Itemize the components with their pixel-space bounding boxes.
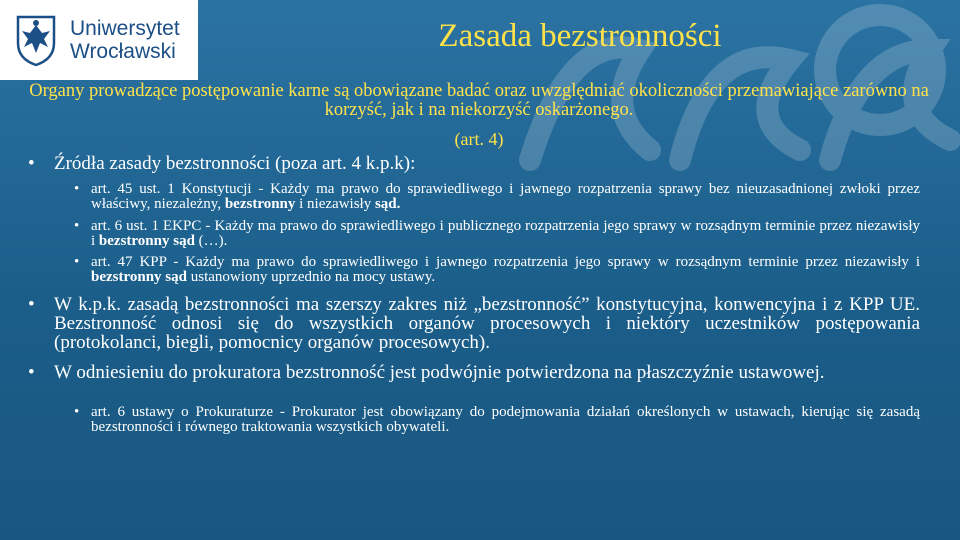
bullet-icon: • [74,404,80,420]
intro-text: Organy prowadzące postępowanie karne są obowiązane badać oraz uwzględniać okoliczności przemawiające zarówno na korzyść, jak i na niekorzyść oskarżonego. [29,81,929,120]
text-part: art. 47 KPP - Każdy ma prawo do sprawiedliwego i jawnego rozpatrzenia jego sprawy w rozsądnym terminie przez niezawisły i [91,254,920,270]
logo-line-1: Uniwersytet [70,17,180,40]
sub-bullet-kpp-text [91,255,920,285]
logo-text [70,17,180,63]
bullet-kpk-scope-text: W k.p.k. zasadą bezstronności ma szerszy zakres niż „bezstronność” konstytucyjna, konwencyjna i z KPP UE. Bezstronność odnosi się do wszystkich organów procesowych i niektóry uczestników postępowania (protokolanci, biegli, pomocnicy organów procesowych). [54,294,920,353]
bullet-icon: • [74,218,80,234]
bullet-sources [28,153,928,175]
bullet-icon: • [74,254,80,270]
sub-bullet-constitution [74,182,920,212]
sub-bullet-ekpc [74,219,920,249]
bullet-kpk-scope [28,295,920,352]
text-part: (…). [194,233,228,249]
sub-bullet-ekpc-text [91,219,920,249]
bullet-icon: • [28,153,35,174]
logo-line-2: Wrocławski [70,40,176,63]
bullet-prosecutor-text: W odniesieniu do prokuratora bezstronność jest podwójnie potwierdzona na płaszczyźnie ustawowej. [54,362,825,383]
text-part: art. 6 ust. 1 EKPC - Każdy ma prawo do sprawiedliwego i publicznego rozpatrzenia jego sprawy w rozsądnym terminie przez niezawisły i [91,218,920,249]
slide-title: Zasada bezstronności [438,18,722,54]
bullet-icon: • [28,362,35,383]
intro-reference: (art. 4) [454,129,504,149]
emphasis-text: bezstronny sąd [91,269,187,285]
bullet-sources-text: Źródła zasady bezstronności (poza art. 4 k.p.k): [54,153,416,174]
eagle-emblem-icon [12,13,60,67]
text-part: art. 45 ust. 1 Konstytucji - Każdy ma prawo do sprawiedliwego i jawnego rozpatrzenia sprawy bez nieuzasadnionej zwłoki przez właściwy, niezależny, [91,181,920,212]
bullet-icon: • [74,181,80,197]
emphasis-text: sąd. [374,196,401,212]
emphasis-text: bezstronny [224,196,296,212]
emphasis-text: bezstronny sąd [98,233,195,249]
bullet-icon: • [28,294,35,315]
sub-bullet-prosecution-act-text: art. 6 ustawy o Prokuraturze - Prokurator jest obowiązany do podejmowania działań określonych w ustawach, kierując się zasadą bezstronności i równego traktowania wszystkich obywateli. [91,404,920,435]
bullet-prosecutor [28,363,920,382]
text-part: i niezawisły [295,196,375,212]
sub-bullet-constitution-text [91,182,920,212]
sub-bullet-prosecution-act [74,405,920,435]
university-logo [0,0,198,80]
text-part: ustanowiony uprzednio na mocy ustawy. [187,269,436,285]
sub-bullet-kpp [74,255,920,285]
